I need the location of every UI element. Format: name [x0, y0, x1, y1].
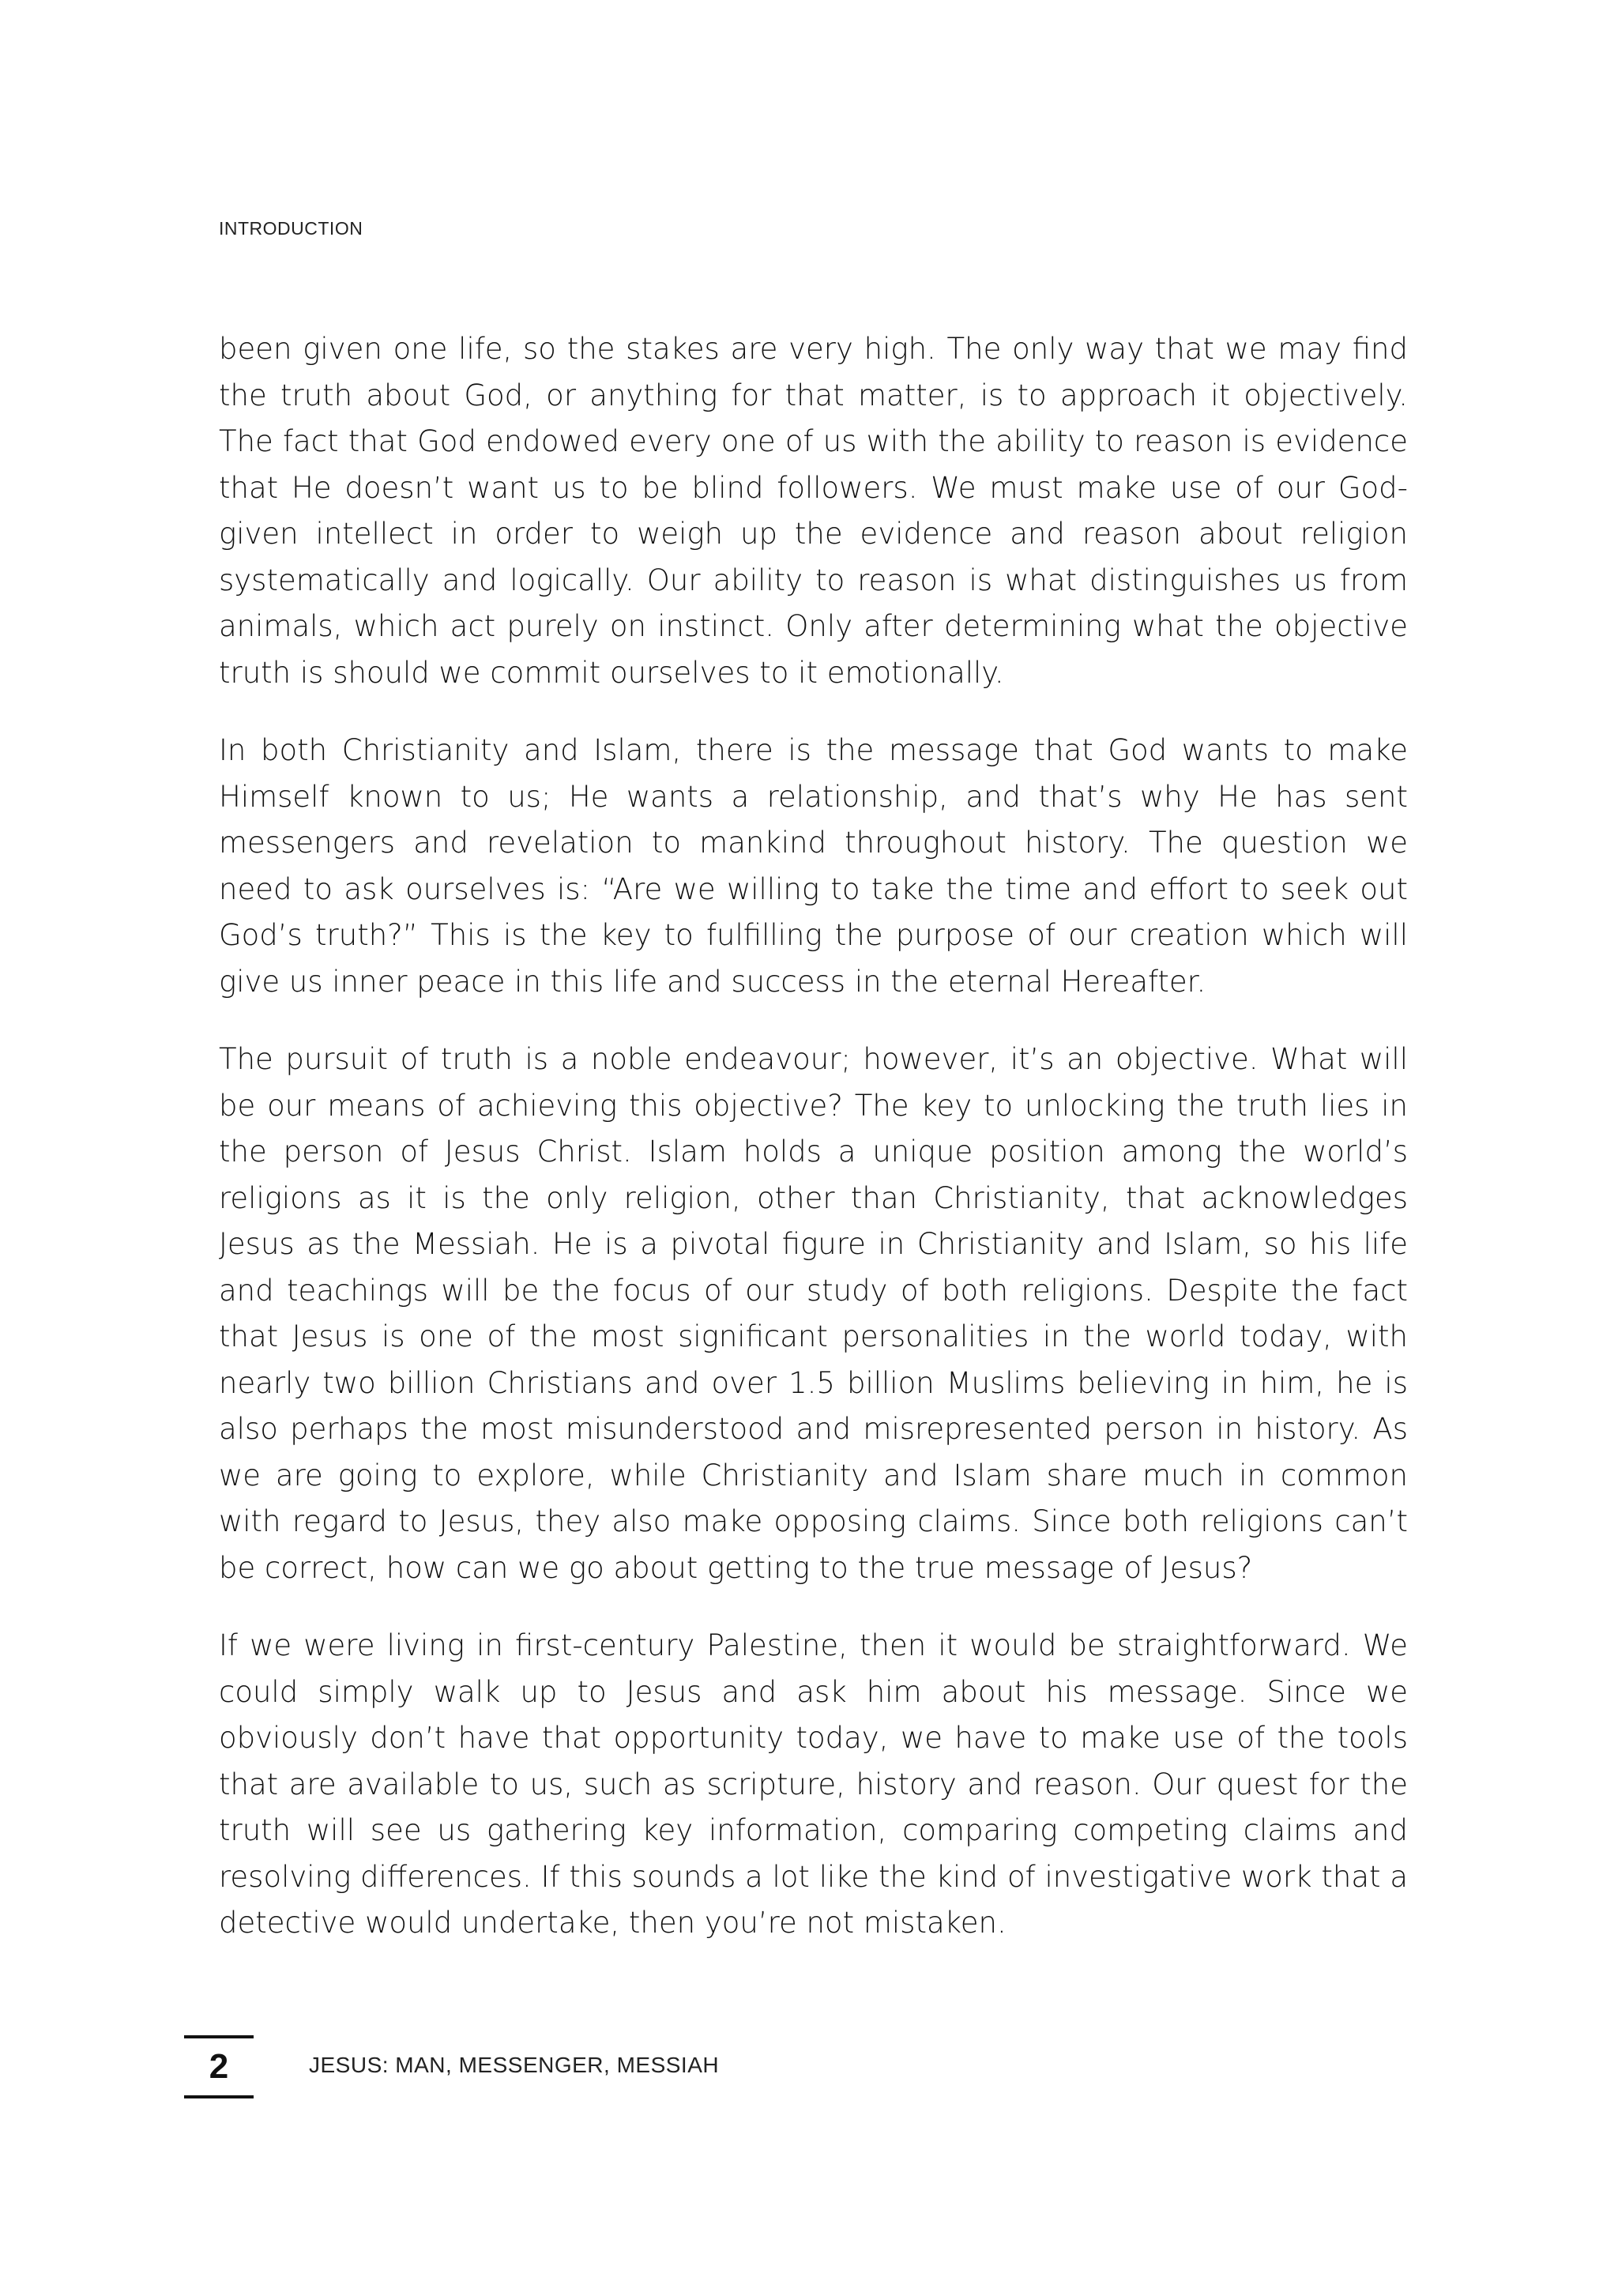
- paragraph: been given one life, so the stakes are very high. The only way that we may find the truth about God, or anything for that matter, is to approach it objectively. The fact that God endowed every one of us with the ability to reason is evidence that He doesn’t want us to be blind followers. We must make use of our God-given intellect in order to weigh up the evidence and reason about religion systematically and logically. Our ability to reason is what distinguishes us from animals, which act purely on instinct. Only after determining what the objective truth is should we commit ourselves to it emotionally.: [219, 332, 1408, 690]
- page-number: 2: [209, 2047, 229, 2086]
- paragraph: The pursuit of truth is a noble endeavour; however, it’s an objective. What will be our means of achieving this objective? The key to unlocking the truth lies in the person of Jesus Christ. Islam holds a unique position among the world’s religions as it is the only religion, other than Christianity, that acknowledges Jesus as the Messiah. He is a pivotal figure in Christianity and Islam, so his life and teachings will be the focus of our study of both religions. Despite the fact that Jesus is one of the most significant personalities in the world today, with nearly two billion Christians and over 1.5 billion Muslims believing in him, he is also perhaps the most misunderstood and misrepresented person in history. As we are going to explore, while Christianity and Islam share much in common with regard to Jesus, they also make opposing claims. Since both religions can’t be correct, how can we go about getting to the true message of Jesus?: [219, 1042, 1408, 1585]
- paragraph: If we were living in first-century Palestine, then it would be straightforward. We could simply walk up to Jesus and ask him about his message. Since we obviously don’t have that opportunity today, we have to make use of the tools that are available to us, such as scripture, history and reason. Our quest for the truth will see us gathering key information, comparing competing claims and resolving differences. If this sounds a lot like the kind of investigative work that a detective would undertake, then you’re not mistaken.: [219, 1628, 1408, 1940]
- running-header: INTRODUCTION: [219, 218, 363, 239]
- book-title: JESUS: MAN, MESSENGER, MESSIAH: [309, 2053, 720, 2077]
- paragraph: In both Christianity and Islam, there is the message that God wants to make Himself known to us; He wants a relationship, and that’s why He has sent messengers and revelation to mankind throughout history. The question we need to ask ourselves is: “Are we willing to take the time and effort to seek out God’s truth?” This is the key to fulfilling the purpose of our creation which will give us inner peace in this life and success in the eternal Hereafter.: [219, 733, 1408, 999]
- page-number-box: [184, 2035, 254, 2098]
- body-text: [219, 326, 1408, 1978]
